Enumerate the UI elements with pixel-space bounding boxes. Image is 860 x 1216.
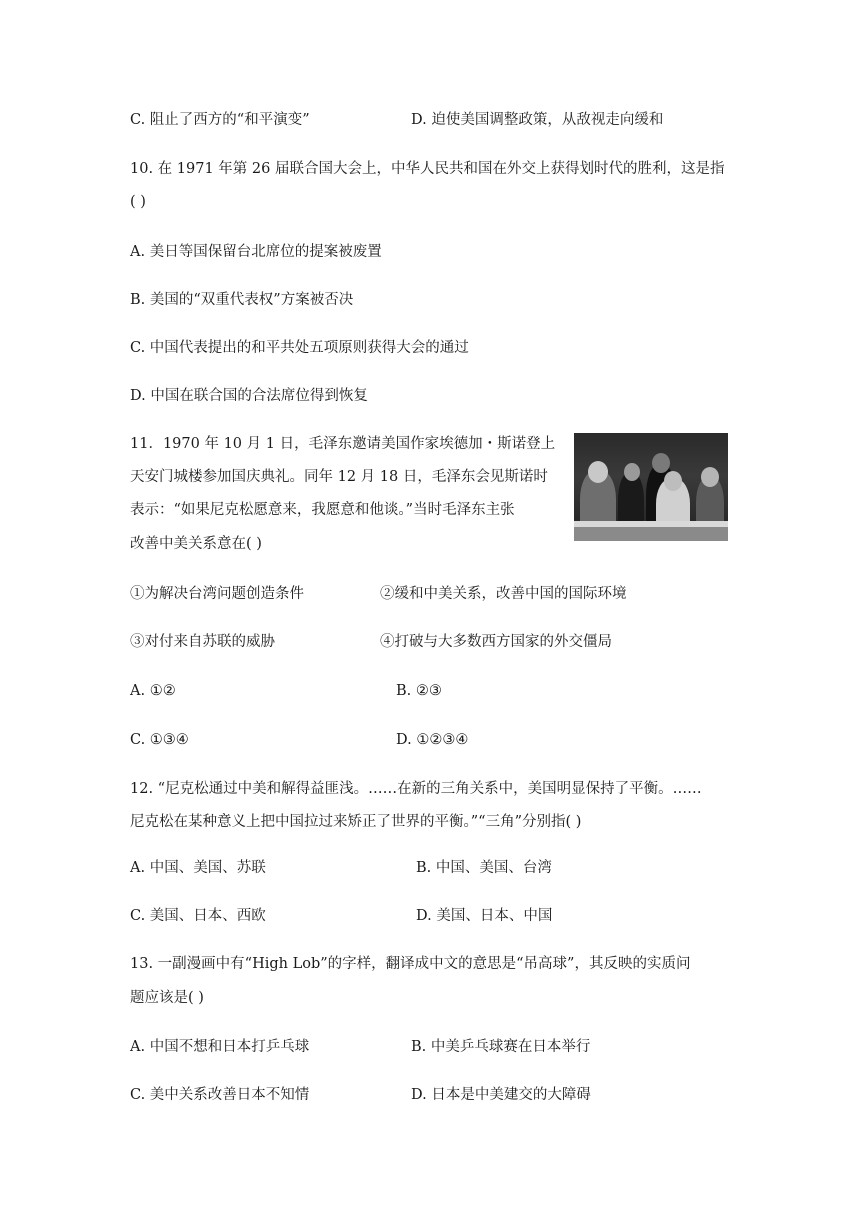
q13-stem-line1: 13. 一副漫画中有“High Lob”的字样，翻译成中文的意思是“吊高球”，其反映的实质问 — [130, 956, 691, 972]
q11-option-d: D. ①②③④ — [396, 732, 469, 748]
q10-option-d: D. 中国在联合国的合法席位得到恢复 — [130, 388, 368, 404]
q10-option-a: A. 美日等国保留台北席位的提案被废置 — [130, 244, 382, 260]
q12-stem-line2: 尼克松在某种意义上把中国拉过来矫正了世界的平衡。”“三角”分别指( ) — [130, 814, 582, 830]
q9-option-c: C. 阻止了西方的“和平演变” — [130, 112, 310, 128]
q11-option-c: C. ①③④ — [130, 732, 189, 748]
q11-item-1: ①为解决台湾问题创造条件 — [130, 586, 304, 602]
q13-option-d: D. 日本是中美建交的大障碍 — [411, 1087, 591, 1103]
q12-option-a: A. 中国、美国、苏联 — [130, 860, 266, 876]
q11-stem-line4: 改善中美关系意在( ) — [130, 536, 262, 552]
q11-stem-line3: 表示：“如果尼克松愿意来，我愿意和他谈。”当时毛泽东主张 — [130, 502, 515, 518]
q12-option-b: B. 中国、美国、台湾 — [416, 860, 552, 876]
q13-stem-line2: 题应该是( ) — [130, 990, 204, 1006]
q12-stem-line1: 12. “尼克松通过中美和解得益匪浅。……在新的三角关系中，美国明显保持了平衡。…… — [130, 781, 702, 797]
q12-option-d: D. 美国、日本、中国 — [416, 908, 553, 924]
q9-option-d: D. 迫使美国调整政策，从敌视走向缓和 — [411, 112, 664, 128]
q11-item-3: ③对付来自苏联的威胁 — [130, 634, 275, 650]
q11-item-2: ②缓和中美关系，改善中国的国际环境 — [380, 586, 627, 602]
q13-option-a: A. 中国不想和日本打乒乓球 — [130, 1039, 310, 1055]
q11-stem-line1: 11．1970 年 10 月 1 日，毛泽东邀请美国作家埃德加・斯诺登上 — [130, 436, 556, 452]
q11-option-a: A. ①② — [130, 683, 176, 699]
q13-option-c: C. 美中关系改善日本不知情 — [130, 1087, 310, 1103]
q10-stem-line1: 10. 在 1971 年第 26 届联合国大会上，中华人民共和国在外交上获得划时代的胜利，这是指 — [130, 161, 725, 177]
q11-option-b: B. ②③ — [396, 683, 442, 699]
q12-option-c: C. 美国、日本、西欧 — [130, 908, 266, 924]
q10-option-b: B. 美国的“双重代表权”方案被否决 — [130, 292, 354, 308]
q11-stem-line2: 天安门城楼参加国庆典礼。同年 12 月 18 日，毛泽东会见斯诺时 — [130, 469, 548, 485]
q13-option-b: B. 中美乒乓球赛在日本举行 — [411, 1039, 591, 1055]
q10-stem-line2: ( ) — [130, 194, 146, 210]
q10-option-c: C. 中国代表提出的和平共处五项原则获得大会的通过 — [130, 340, 469, 356]
historical-photo — [574, 433, 728, 541]
q11-item-4: ④打破与大多数西方国家的外交僵局 — [380, 634, 612, 650]
